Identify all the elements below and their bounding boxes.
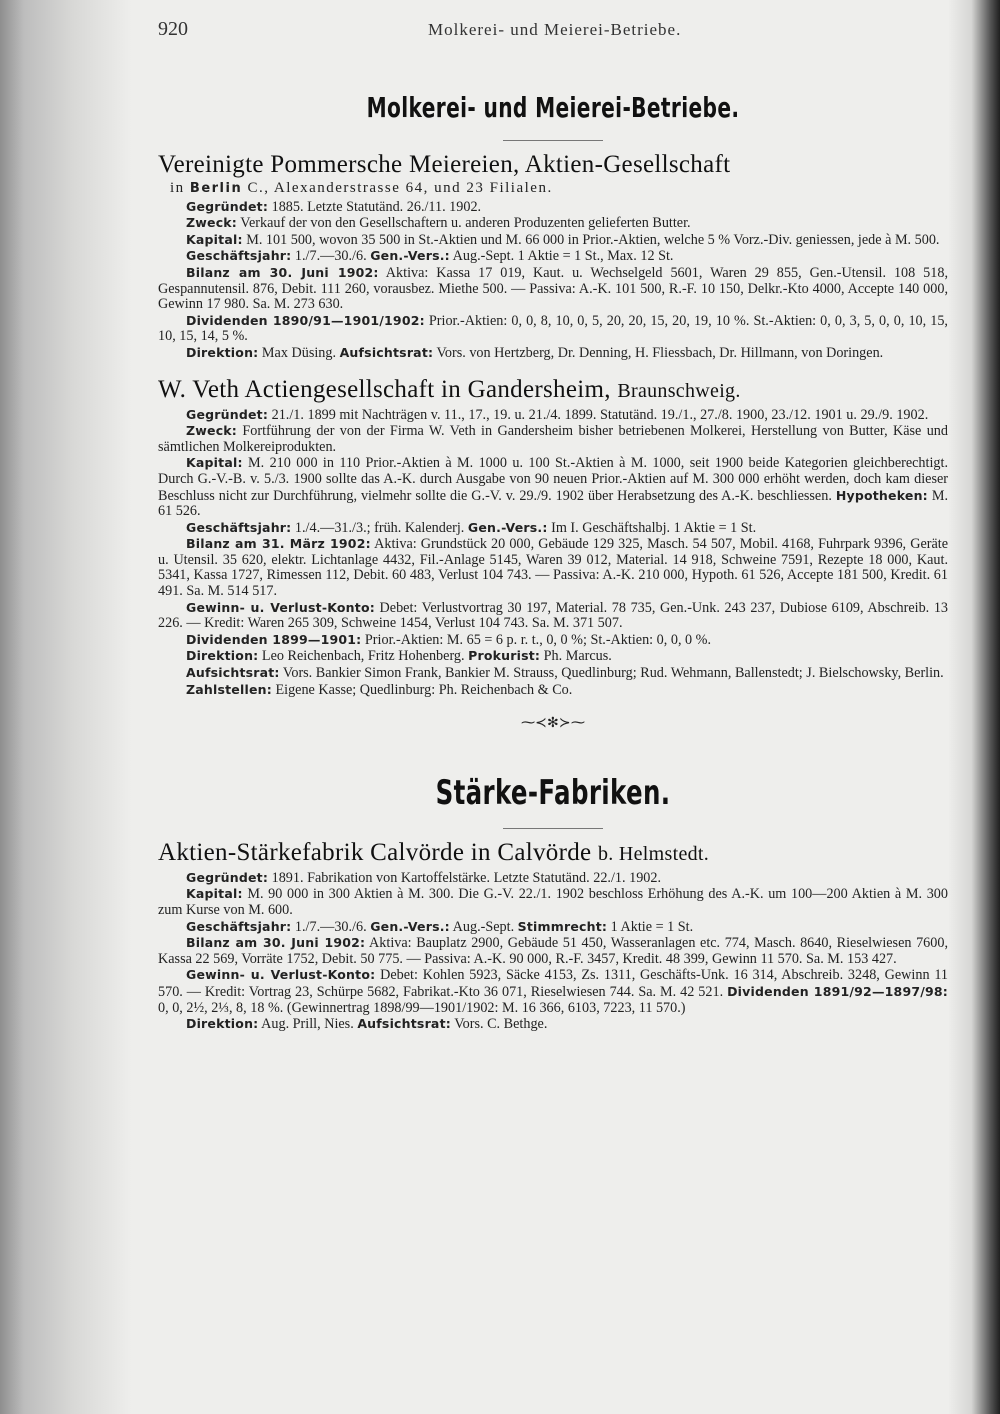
entry-text: Prior.-Aktien: M. 65 = 6 p. r. t., 0, 0 %; St.-Aktien: 0, 0, 0 %. bbox=[361, 631, 712, 648]
entry-key: Geschäftsjahr: bbox=[186, 248, 292, 264]
company-entry bbox=[158, 376, 948, 699]
entry-text: Debet: Kohlen 5923, Säcke 4153, Zs. 1311, Geschäfts-Unk. 16 314, Abschreib. 3248, Gewinn 11 570. — Kredit: Vortrag 23, Schürpe 5682, Fabrikat.-Kto 36 071, Rieselwiesen 744. Sa. M. 42 521. bbox=[158, 967, 948, 1000]
entry-key: Dividenden 1899—1901: bbox=[186, 631, 362, 647]
company-entry bbox=[158, 151, 948, 362]
company-title bbox=[158, 151, 948, 179]
entry-text: Vors. Bankier Simon Frank, Bankier M. Strauss, Quedlinburg; Rud. Wehmann, Ballenstedt; J. Bielschowsky, Berlin. bbox=[279, 665, 944, 682]
entry-paragraph bbox=[158, 199, 948, 216]
entry-paragraph bbox=[158, 455, 948, 519]
running-head: Molkerei- und Meierei-Betriebe. bbox=[428, 20, 682, 39]
address-street: C., Alexanderstrasse 64, und 23 Filialen. bbox=[247, 180, 553, 196]
entry-paragraph bbox=[158, 248, 948, 265]
entry-key: Gewinn- u. Verlust-Konto: bbox=[186, 967, 376, 983]
entry-paragraph bbox=[158, 1016, 948, 1033]
company-location-suffix: Braunschweig. bbox=[617, 379, 741, 402]
entry-key: Dividenden 1891/92—1897/98: bbox=[727, 983, 948, 999]
page-header bbox=[158, 18, 940, 48]
entry-key: Gegründet: bbox=[186, 198, 269, 214]
entry-paragraph bbox=[158, 648, 948, 665]
entry-text: 1891. Fabrikation von Kartoffelstärke. Letzte Statutänd. 22./1. 1902. bbox=[268, 869, 662, 886]
entry-key: Zweck: bbox=[186, 423, 238, 439]
entry-key: Prokurist: bbox=[468, 648, 541, 664]
entry-paragraph bbox=[158, 919, 948, 936]
entry-text: M. 210 000 in 110 Prior.-Aktien à M. 1000 u. 100 St.-Aktien à M. 1000, seit 1900 beide Kategorien gleichberechtigt. Durch G.-V.-B. v. 5./3. 1900 sollte das A.-K. durch Ausgabe von 90 neuen Prior.-Aktien auf M. 300 000 erhöht werden, doch kam dieser Beschluss nicht zur Durchführung, vielmehr sollte die G.-V. v. 29./9. 1902 über Herabsetzung des A.-K. beschliessen. bbox=[158, 455, 948, 504]
entry-key: Direktion: bbox=[186, 344, 259, 360]
entry-key: Gewinn- u. Verlust-Konto: bbox=[186, 599, 375, 615]
company-entry bbox=[158, 839, 948, 1033]
entry-key: Zahlstellen: bbox=[186, 681, 272, 697]
company-title bbox=[158, 376, 948, 405]
entry-text: Verkauf der von den Gesellschaftern u. anderen Produzenten gelieferten Butter. bbox=[237, 215, 691, 232]
entry-paragraph bbox=[158, 967, 948, 1016]
address-city: Berlin bbox=[189, 181, 243, 196]
entry-key: Gegründet: bbox=[186, 406, 269, 422]
address-prefix: in bbox=[170, 180, 185, 196]
entry-text: Aug. Prill, Nies. bbox=[258, 1016, 358, 1033]
entry-key: Direktion: bbox=[186, 648, 259, 664]
company-address bbox=[170, 181, 948, 197]
entry-text: 1 Aktie = 1 St. bbox=[607, 918, 694, 935]
entry-key: Gen.-Vers.: bbox=[467, 519, 548, 535]
ornament-divider: ⁓≺✻≻⁓ bbox=[520, 715, 586, 732]
entry-key: Gen.-Vers.: bbox=[370, 248, 450, 264]
entry-text: Leo Reichenbach, Fritz Hohenberg. bbox=[258, 648, 469, 665]
entry-text: Aug.-Sept. bbox=[449, 918, 518, 935]
entry-text: M. 61 526. bbox=[158, 487, 948, 520]
section-title: Molkerei- und Meierei-Betriebe. bbox=[366, 91, 740, 124]
company-name: W. Veth Actiengesellschaft in Gandersheim, bbox=[158, 375, 611, 403]
entry-paragraph bbox=[158, 232, 948, 249]
entry-text: M. 101 500, wovon 35 500 in St.-Aktien und M. 66 000 in Prior.-Aktien, welche 5 % Vorz.-Div. geniessen, jede à M. 500. bbox=[242, 231, 940, 248]
entry-text: Aug.-Sept. 1 Aktie = 1 St., Max. 12 St. bbox=[449, 248, 674, 265]
entry-text: M. 90 000 in 300 Aktien à M. 300. Die G.-V. 22./1. 1902 beschloss Erhöhung des A.-K. um 100—200 Aktien à M. 300 zum Kurse von M. 600. bbox=[158, 886, 948, 918]
company-name: Aktien-Stärkefabrik Calvörde in Calvörde bbox=[158, 838, 592, 866]
entry-text: Ph. Marcus. bbox=[540, 648, 612, 665]
entry-text: 1./4.—31./3.; früh. Kalenderj. bbox=[291, 519, 468, 536]
entry-text: Im I. Geschäftshalbj. 1 Aktie = 1 St. bbox=[547, 519, 757, 536]
entry-paragraph bbox=[158, 407, 948, 424]
entry-text: Eigene Kasse; Quedlinburg: Ph. Reichenbach & Co. bbox=[271, 681, 573, 698]
entry-key: Stimmrecht: bbox=[517, 918, 608, 934]
page-shadow-right bbox=[948, 0, 1000, 1414]
entry-paragraph bbox=[158, 870, 948, 887]
entry-text: 1./7.—30./6. bbox=[291, 248, 371, 265]
entry-text: Aktiva: Kassa 17 019, Kaut. u. Wechselgeld 5601, Waren 29 855, Gen.-Utensil. 108 518, Gespannutensil. 876, Debit. 111 260, vorausbez. Miethe 500. — Passiva: A.-K. 101 500, R.-F. 10 150, Delkr.-Kto 4000, Accepte 140 000, Gewinn 17 980. Sa. M. 273 630. bbox=[158, 264, 949, 313]
entry-paragraph bbox=[158, 536, 948, 599]
entry-key: Geschäftsjahr: bbox=[186, 918, 292, 934]
entry-text: Aktiva: Bauplatz 2900, Gebäude 51 450, Wasseranlagen etc. 774, Masch. 8640, Rieselwiesen 7600, Kassa 22 569, Vorräte 1752, Debit. 50 775. — Passiva: A.-K. 90 000, R.-F. 3457, Kredit. 48 399, Gewinn 11 570. Sa. M. 153 427. bbox=[158, 935, 948, 967]
entry-text: Vors. C. Bethge. bbox=[450, 1016, 548, 1033]
page-number: 920 bbox=[158, 18, 188, 40]
entry-text: 0, 0, 2½, 2⅓, 8, 18 %. (Gewinnertrag 1898/99—1901/1902: M. 16 366, 6103, 7223, 11 570.) bbox=[158, 999, 686, 1016]
entry-paragraph bbox=[158, 215, 948, 232]
entry-text: Max Düsing. bbox=[258, 344, 340, 361]
entry-paragraph bbox=[158, 520, 948, 537]
entry-paragraph bbox=[158, 423, 948, 455]
entry-paragraph bbox=[158, 600, 948, 632]
entry-paragraph bbox=[158, 313, 948, 345]
entry-paragraph bbox=[158, 345, 948, 362]
section-title: Stärke-Fabriken. bbox=[435, 772, 671, 813]
company-name: Vereinigte Pommersche Meiereien, Aktien-Gesellschaft bbox=[158, 151, 731, 178]
entry-key: Gen.-Vers.: bbox=[370, 918, 450, 934]
entry-key: Zweck: bbox=[186, 215, 238, 231]
section-divider bbox=[503, 828, 603, 829]
entry-text: 21./1. 1899 mit Nachträgen v. 11., 17., 19. u. 21./4. 1899. Statutänd. 19./1., 27./8. 1900, 23./12. 1901 u. 29./9. 1902. bbox=[268, 406, 929, 423]
company-title bbox=[158, 839, 948, 868]
entry-text: Debet: Verlustvortrag 30 197, Material. 78 735, Gen.-Unk. 243 237, Dubiose 6109, Abschreib. 13 226. — Kredit: Waren 265 309, Schweine 1454, Verlust 104 743. Sa. M. 371 507. bbox=[158, 599, 949, 632]
page-body bbox=[158, 88, 948, 1047]
entry-key: Hypotheken: bbox=[835, 487, 928, 503]
entry-key: Kapital: bbox=[186, 455, 243, 471]
entry-key: Kapital: bbox=[186, 886, 243, 902]
entry-text: 1./7.—30./6. bbox=[291, 918, 371, 935]
entry-key: Bilanz am 30. Juni 1902: bbox=[186, 935, 366, 951]
entry-key: Dividenden 1890/91—1901/1902: bbox=[186, 312, 425, 328]
entry-key: Gegründet: bbox=[186, 869, 269, 885]
entry-key: Aufsichtsrat: bbox=[339, 344, 434, 360]
entry-key: Aufsichtsrat: bbox=[186, 665, 280, 681]
entry-key: Bilanz am 31. März 1902: bbox=[186, 536, 371, 552]
entry-text: 1885. Letzte Statutänd. 26./11. 1902. bbox=[268, 198, 482, 215]
entry-paragraph bbox=[158, 886, 948, 918]
entry-paragraph bbox=[158, 632, 948, 649]
entry-text: Prior.-Aktien: 0, 0, 8, 10, 0, 5, 20, 20, 15, 20, 19, 10 %. St.-Aktien: 0, 0, 3, 5, 0, 0, 10, 15, 10, 15, 14, 5 %. bbox=[158, 312, 948, 345]
entry-paragraph bbox=[158, 935, 948, 967]
company-location-suffix: b. Helmstedt. bbox=[597, 842, 710, 865]
entry-paragraph bbox=[158, 682, 948, 699]
entry-text: Vors. von Hertzberg, Dr. Denning, H. Fliessbach, Dr. Hillmann, von Doringen. bbox=[433, 344, 884, 361]
entry-text: Fortführung der von der Firma W. Veth in Gandersheim bisher betriebenen Molkerei, Herstellung von Butter, Käse und sämtlichen Molkereiprodukten. bbox=[158, 423, 948, 455]
entry-key: Geschäftsjahr: bbox=[186, 519, 292, 535]
entry-key: Aufsichtsrat: bbox=[357, 1016, 451, 1032]
entry-paragraph bbox=[158, 265, 948, 313]
page-shadow-left bbox=[0, 0, 132, 1414]
section-divider bbox=[503, 140, 603, 141]
entry-key: Bilanz am 30. Juni 1902: bbox=[186, 264, 379, 280]
entry-text: Aktiva: Grundstück 20 000, Gebäude 129 325, Masch. 54 507, Mobil. 4168, Fuhrpark 9396, Geräte u. Utensil. 35 620, elektr. Lichtanlage 4432, Fil.-Anlage 5145, Waren 39 012, Material. 14 918, Schweine 7591, Rezepte 18 000, Kaut. 5341, Kassa 1727, Rimessen 112, Debit. 60 483, Verlust 104 743. — Passiva: A.-K. 210 000, Hypoth. 61 526, Accepte 181 500, Kredit. 61 491. Sa. M. 514 517. bbox=[158, 536, 948, 600]
entry-key: Direktion: bbox=[186, 1016, 259, 1032]
entry-key: Kapital: bbox=[186, 231, 243, 247]
entry-paragraph bbox=[158, 665, 948, 682]
